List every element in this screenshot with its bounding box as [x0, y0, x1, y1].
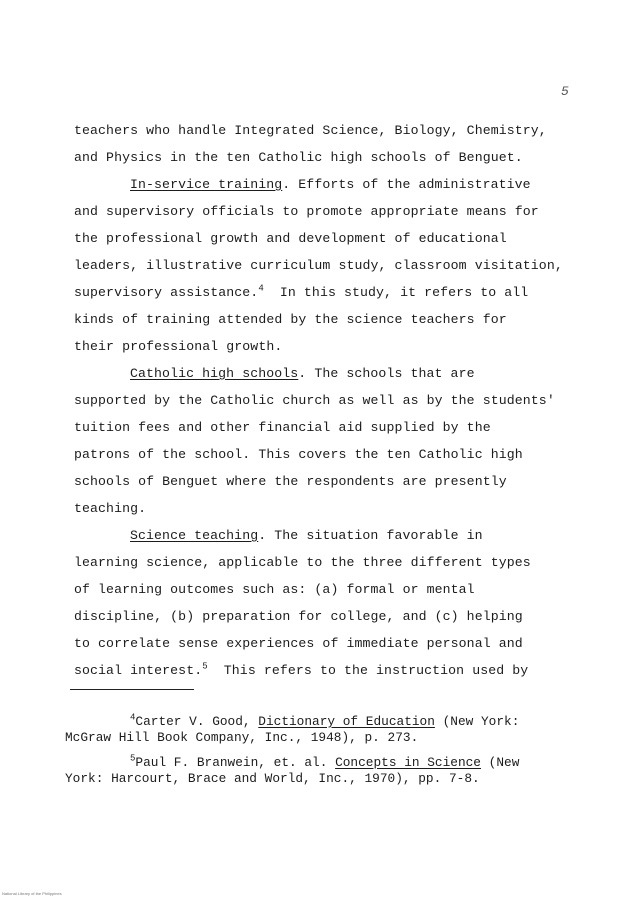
footnote-4-line1 [130, 714, 519, 729]
text-line: tuition fees and other financial aid supplied by the [74, 420, 491, 435]
text-fragment: social interest. [74, 663, 203, 678]
text-line: and Physics in the ten Catholic high schools of Benguet. [74, 150, 523, 165]
text-line: of learning outcomes such as: (a) formal or mental [74, 582, 475, 597]
text-fragment: . Efforts of the administrative [282, 177, 531, 192]
text-line [130, 177, 531, 193]
footnote-author: Carter V. Good, [135, 714, 259, 729]
text-fragment: . The situation favorable in [258, 528, 483, 543]
footnote-marker-4: 4 [130, 712, 136, 723]
footnote-text: (New York: [434, 714, 520, 729]
text-line: schools of Benguet where the respondents are presently [74, 474, 507, 489]
page-number: 5 [561, 84, 569, 99]
text-line: learning science, applicable to the three different types [74, 555, 531, 570]
text-line: leaders, illustrative curriculum study, classroom visitation, [74, 258, 563, 273]
footnote-separator [70, 689, 194, 690]
text-fragment: . The schools that are [298, 366, 475, 381]
footnote-5-line1 [130, 755, 519, 770]
text-line: teachers who handle Integrated Science, Biology, Chemistry, [74, 123, 547, 138]
text-line: to correlate sense experiences of immediate personal and [74, 636, 523, 651]
text-fragment: In this study, it refers to all [263, 285, 529, 300]
footnote-author: Paul F. Branwein, et. al. [135, 755, 336, 770]
text-fragment: This refers to the instruction used by [207, 663, 529, 678]
term-in-service-training: In-service training [130, 177, 283, 192]
footnote-5-line2: York: Harcourt, Brace and World, Inc., 1970), pp. 7-8. [65, 771, 480, 786]
text-line: their professional growth. [74, 339, 283, 354]
text-line [130, 528, 483, 544]
footnote-4-line2: McGraw Hill Book Company, Inc., 1948), p. 273. [65, 730, 419, 745]
text-line: the professional growth and development of educational [74, 231, 507, 246]
footnote-title: Dictionary of Education [258, 714, 435, 729]
term-catholic-high-schools: Catholic high schools [130, 366, 299, 381]
text-line: discipline, (b) preparation for college, and (c) helping [74, 609, 523, 624]
text-line: patrons of the school. This covers the ten Catholic high [74, 447, 523, 462]
text-line [74, 285, 528, 301]
footnote-marker-5: 5 [130, 753, 136, 764]
footnote-ref-4: 4 [258, 283, 264, 294]
text-line: and supervisory officials to promote appropriate means for [74, 204, 539, 219]
text-line: kinds of training attended by the science teachers for [74, 312, 507, 327]
footnote-title: Concepts in Science [335, 755, 481, 770]
text-line: teaching. [74, 501, 147, 516]
text-line [74, 663, 528, 679]
text-fragment: supervisory assistance. [74, 285, 259, 300]
text-line [130, 366, 475, 382]
text-line: supported by the Catholic church as well as by the students' [74, 393, 555, 408]
footnote-text: (New [481, 755, 520, 770]
term-science-teaching: Science teaching [130, 528, 259, 543]
footnote-ref-5: 5 [202, 661, 208, 672]
archive-footer: National Library of the Philippines [2, 891, 62, 896]
